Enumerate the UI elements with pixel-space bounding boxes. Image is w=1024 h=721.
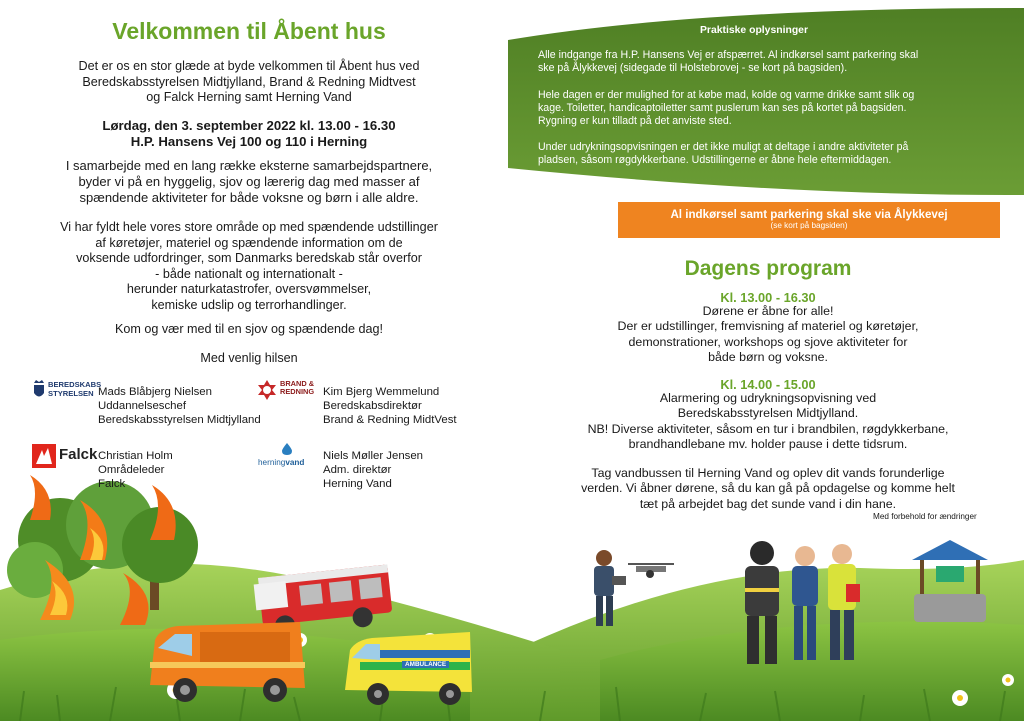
greeting: Med venlig hilsen [200,351,298,365]
program-time-2: Kl. 14.00 - 15.00 [720,377,816,392]
program-block-2 [540,391,996,453]
water-well-icon [912,540,988,622]
signatory-role: Uddannelseschef [98,400,187,412]
info-line: Rygning er kun tilladt på det anviste sted. [538,115,732,128]
info-line: Hele dagen er der mulighed for at købe mad, kolde og varme drikke samt slik og [538,89,915,101]
logo-text-line: vand [285,458,305,467]
program-line: demonstrationer, workshops og sjove aktiviteter for [628,334,908,349]
paragraph-line: af køretøjer, materiel og spændende information om de [95,235,403,250]
fire-emblem-icon [256,379,278,401]
info-line: kage. Toiletter, handicaptoiletter samt puslerum kan ses på kortet på bagsiden. [538,102,907,115]
event-address: H.P. Hansens Vej 100 og 110 i Herning [130,134,368,149]
logo-text-line: STYRELSEN [48,388,94,398]
falck-logo [32,443,96,469]
info-line: Alle indgange fra H.P. Hansens Vej er afspærret. Al indkørsel samt parkering skal [538,49,919,61]
paragraph-line: herunder naturkatastrofer, oversvømmelser, [126,282,372,297]
drone-icon [628,564,674,578]
signatory-name: Christian Holm [98,450,173,462]
paragraph-line: kemiske udslip og terrorhandlinger. [151,297,347,312]
exhibitions-paragraph [40,220,458,314]
signatory-3 [98,449,173,491]
program-time-1: Kl. 13.00 - 16.30 [720,290,816,305]
paragraph-line: - både nationalt og internationalt - [155,266,343,281]
practical-info-p2 [538,89,914,129]
signatory-name: Kim Bjerg Wemmelund [323,386,440,398]
program-line: Tag vandbussen til Herning Vand og oplev dit vands forunderlige [591,466,945,480]
water-bus-paragraph [540,466,996,512]
welcome-title: Velkommen til Åbent hus [112,18,386,44]
signatory-1 [98,385,261,427]
program-line: tæt på arbejdet bag det sunde vand i din hane. [639,496,897,511]
signatory-2 [323,385,457,427]
paragraph-line: byder vi på en hyggelig, sjov og lærerig dag med masser af [78,174,420,189]
practical-info-title: Praktiske oplysninger [700,25,808,36]
signatory-org: Herning Vand [323,478,392,490]
info-line: Under udrykningsopvisningen er det ikke muligt at deltage i andre aktiviteter på [538,141,909,153]
paragraph-line: spændende aktiviteter for både voksne og børn i alle aldre. [79,190,419,205]
beredskabsstyrelsen-logo [32,378,102,404]
program-line: NB! Diverse aktiviteter, såsom en tur i brandbilen, røgdykkerbane, [587,421,949,436]
collaboration-paragraph [40,158,458,206]
intro-line: Det er os en stor glæde at byde velkommen til Åbent hus ved [78,59,420,73]
program-line: verden. Vi åbner dørene, så du kan gå på opdagelse og komme helt [581,481,955,496]
event-date: Lørdag, den 3. september 2022 kl. 13.00 - 16.30 [102,118,396,133]
signatory-4 [323,449,423,491]
intro-line: Beredskabsstyrelsen Midtjylland, Brand & Redning Midtvest [82,74,416,89]
crown-shield-icon [32,379,46,401]
signatory-org: Brand & Redning MidtVest [323,414,457,426]
logo-text-line: BEREDSKABS [48,380,102,389]
falck-emblem-icon [32,444,56,468]
logo-text-line: Falck [59,446,98,463]
program-line: Beredskabsstyrelsen Midtjylland. [677,406,859,421]
logo-text-line: herning [258,458,286,467]
signatory-org: Beredskabsstyrelsen Midtjylland [98,414,261,426]
info-line: ske på Ålykkevej (sidegade til Holstebrovej - se kort på bagsiden). [538,62,848,75]
brand-redning-logo [256,377,322,405]
paragraph-line: Vi har fyldt hele vores store område op med spændende udstillinger [60,220,438,234]
info-line: pladsen, såsom røgdykkerbane. Udstillingerne er åbne hele eftermiddagen. [538,154,892,167]
parking-banner-subtext: (se kort på bagsiden) [770,221,848,230]
program-block-1 [560,304,976,366]
disclaimer: Med forbehold for ændringer [873,512,977,521]
water-drop-icon [280,442,294,456]
program-line: både børn og voksne. [708,350,828,365]
parking-banner-text: Al indkørsel samt parkering skal ske via Ålykkevej [670,208,948,221]
signatory-role: Områdeleder [98,464,165,476]
ambulance-label: AMBULANCE [402,661,449,668]
logo-text-line: REDNING [280,387,315,397]
parking-banner [618,202,1000,238]
closing-line: Kom og vær med til en sjov og spændende dag! [114,322,384,336]
program-line: Alarmering og udrykningsopvisning ved [659,391,877,405]
event-date-block [40,118,458,150]
intro-line: og Falck Herning samt Herning Vand [146,90,352,105]
program-line: brandhandlebane mv. holder pause i dette tidsrum. [628,437,908,452]
program-title: Dagens program [684,257,852,280]
practical-info-p1 [538,49,918,75]
signatory-name: Mads Blåbjerg Nielsen [98,386,212,398]
signatory-role: Beredskabsdirektør [323,400,422,412]
practical-info-p3 [538,141,908,167]
herning-vand-logo [258,442,316,470]
paragraph-line: I samarbejde med en lang række eksterne samarbejdspartnere, [65,158,433,173]
paragraph-line: voksende udfordringer, som Danmarks beredskab står overfor [76,251,422,266]
logo-text-line: BRAND & [280,379,315,388]
program-line: Der er udstillinger, fremvisning af materiel og køretøjer, [617,319,919,334]
intro-paragraph [40,59,458,106]
program-line: Dørene er åbne for alle! [702,304,834,318]
signatory-org: Falck [98,478,126,490]
signatory-role: Adm. direktør [323,464,392,476]
signatory-name: Niels Møller Jensen [323,450,424,462]
